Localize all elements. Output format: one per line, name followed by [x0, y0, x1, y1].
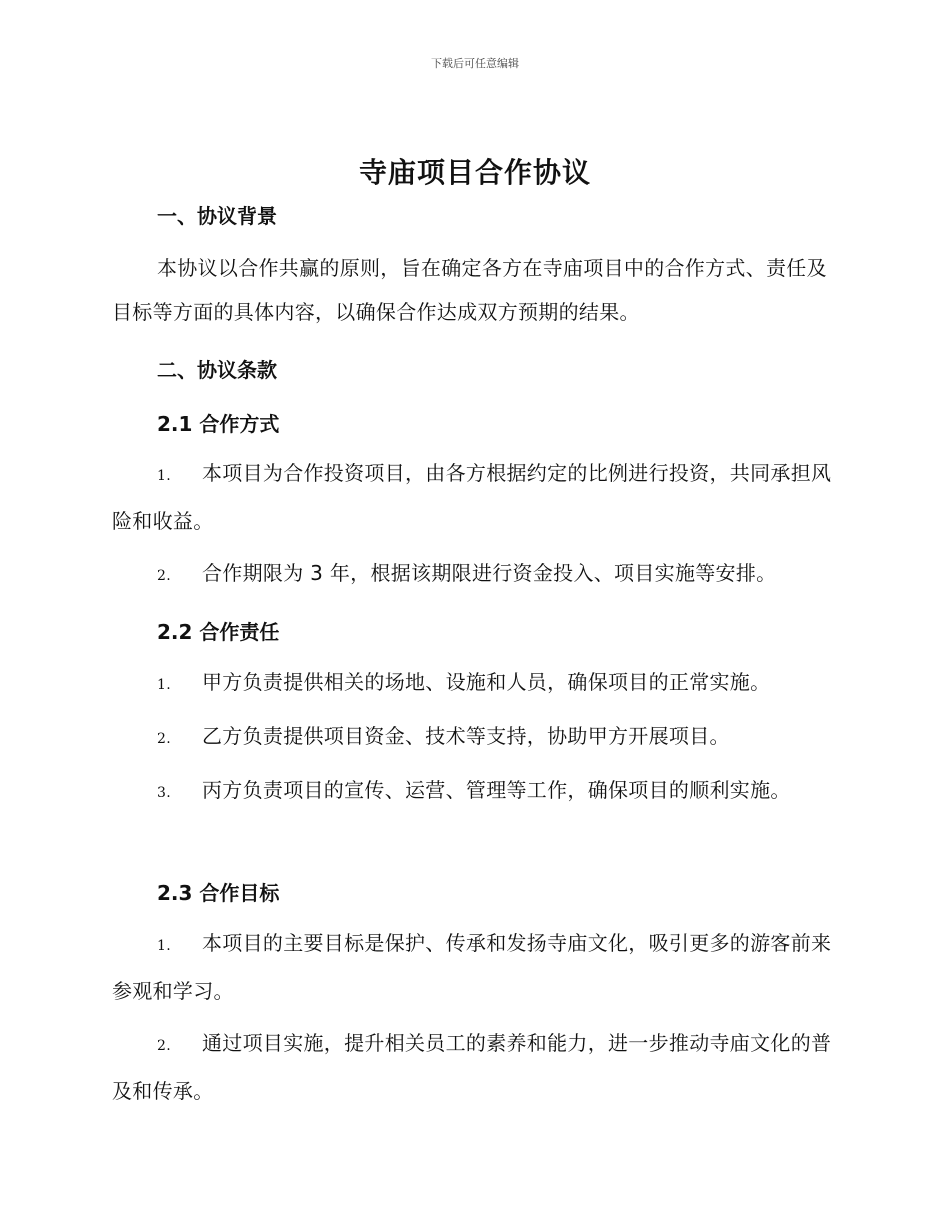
list-item-text: 通过项目实施，提升相关员工的素养和能力，进一步推动寺庙文化的普及和传承。 — [112, 1031, 832, 1103]
list-item-text: 甲方负责提供相关的场地、设施和人员，确保项目的正常实施。 — [202, 670, 771, 694]
list-item-text: 本项目为合作投资项目，由各方根据约定的比例进行投资，共同承担风险和收益。 — [112, 461, 832, 533]
subsection-heading-goals: 2.3 合作目标 — [157, 881, 280, 905]
list-item-number: 2. — [157, 731, 171, 747]
list-item-number: 2. — [157, 568, 171, 584]
section-heading-terms: 二、协议条款 — [157, 358, 277, 382]
subsection-heading-cooperation-mode: 2.1 合作方式 — [157, 412, 280, 436]
list-item — [112, 921, 840, 1014]
list-item-text: 乙方负责提供项目资金、技术等支持，协助甲方开展项目。 — [202, 724, 730, 748]
list-item-text: 丙方负责项目的宣传、运营、管理等工作，确保项目的顺利实施。 — [202, 778, 791, 802]
section-heading-background: 一、协议背景 — [157, 204, 277, 228]
list-item-text: 合作期限为 3 年，根据该期限进行资金投入、项目实施等安排。 — [202, 561, 777, 585]
list-item — [112, 1021, 840, 1114]
list-item-number: 1. — [157, 938, 171, 954]
subsection-heading-responsibilities: 2.2 合作责任 — [157, 620, 280, 644]
list-item — [112, 551, 840, 599]
document-title: 寺庙项目合作协议 — [358, 156, 591, 189]
list-item-number: 1. — [157, 468, 171, 484]
list-item-text: 本项目的主要目标是保护、传承和发扬寺庙文化，吸引更多的游客前来参观和学习。 — [112, 931, 832, 1003]
list-item — [112, 768, 840, 816]
list-item — [112, 660, 840, 708]
list-item — [112, 714, 840, 762]
list-item-number: 3. — [157, 785, 171, 801]
header-note: 下载后可任意编辑 — [431, 57, 519, 70]
list-item-number: 1. — [157, 677, 171, 693]
list-item — [112, 451, 840, 544]
background-paragraph: 本协议以合作共赢的原则，旨在确定各方在寺庙项目中的合作方式、责任及目标等方面的具体内容，以确保合作达成双方预期的结果。 — [112, 256, 827, 324]
list-item-number: 2. — [157, 1038, 171, 1054]
